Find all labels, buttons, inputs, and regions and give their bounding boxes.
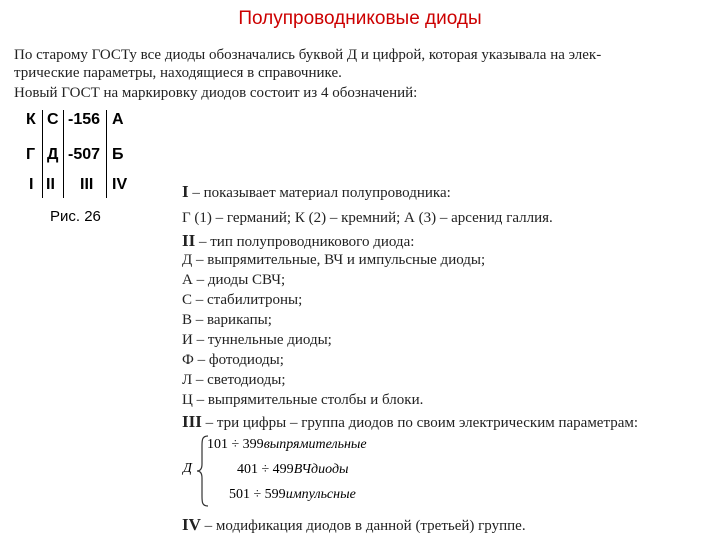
roman-2: II bbox=[182, 231, 196, 250]
mark-r1-c3: -156 bbox=[68, 111, 101, 128]
section-2-heading bbox=[182, 231, 414, 251]
mark-r2-c2: Д bbox=[47, 146, 59, 163]
intro-line-2: трические параметры, находящиеся в справочнике. bbox=[14, 65, 342, 81]
separator-line-1 bbox=[42, 110, 43, 198]
section-3-heading bbox=[182, 412, 638, 432]
section-3-text: – три цифры – группа диодов по своим электрическим параметрам: bbox=[201, 415, 639, 431]
mark-r3-c1: I bbox=[29, 176, 34, 193]
list-item: С – стабилитроны; bbox=[182, 292, 303, 308]
formula-row-1 bbox=[207, 437, 367, 453]
mark-r3-c4: IV bbox=[112, 176, 128, 193]
section-4-text: – модификация диодов в данной (третьей) группе. bbox=[200, 518, 526, 534]
list-item: Ц – выпрямительные столбы и блоки. bbox=[182, 392, 424, 408]
list-item: Ф – фотодиоды; bbox=[182, 352, 284, 368]
range-2-label: ВЧдиоды bbox=[293, 462, 349, 477]
mark-r2-c4: Б bbox=[112, 146, 124, 163]
range-1-label: выпрямительные bbox=[263, 437, 367, 452]
list-item: Л – светодиоды; bbox=[182, 372, 286, 388]
mark-r2-c1: Г bbox=[26, 146, 36, 163]
section-1-text: – показывает материал полупроводника: bbox=[188, 185, 451, 201]
list-item: И – туннельные диоды; bbox=[182, 332, 332, 348]
range-2: 401 ÷ 499 bbox=[237, 462, 294, 477]
mark-r1-c4: А bbox=[112, 111, 124, 128]
section-4-heading bbox=[182, 515, 526, 535]
list-item: Д – выпрямительные, ВЧ и импульсные диоды; bbox=[182, 252, 486, 268]
formula-row-2 bbox=[237, 462, 349, 478]
list-item: В – варикапы; bbox=[182, 312, 272, 328]
separator-line-3 bbox=[106, 110, 107, 198]
roman-4: IV bbox=[182, 515, 201, 534]
mark-r2-c3: -507 bbox=[68, 146, 101, 163]
roman-3: III bbox=[182, 412, 202, 431]
intro-line-1: По старому ГОСТу все диоды обозначались буквой Д и цифрой, которая указывала на элек- bbox=[14, 47, 602, 63]
roman-1: I bbox=[182, 182, 189, 201]
mark-r3-c3: III bbox=[80, 176, 94, 193]
range-3-label: импульсные bbox=[285, 487, 356, 502]
section-2-text: – тип полупроводникового диода: bbox=[195, 234, 415, 250]
section-1-heading bbox=[182, 182, 451, 202]
mark-r1-c1: К bbox=[26, 111, 36, 128]
range-3: 501 ÷ 599 bbox=[229, 487, 286, 502]
intro-line-3: Новый ГОСТ на маркировку диодов состоит из 4 обозначений: bbox=[14, 85, 418, 101]
list-item: А – диоды СВЧ; bbox=[182, 272, 286, 288]
formula-letter: Д bbox=[183, 461, 192, 476]
separator-line-2 bbox=[63, 110, 64, 198]
mark-r3-c2: II bbox=[46, 176, 55, 193]
section-1-detail: Г (1) – германий; К (2) – кремний; А (3) – арсенид галлия. bbox=[182, 210, 553, 226]
page-title: Полупроводниковые диоды bbox=[238, 8, 482, 29]
formula-row-3 bbox=[229, 487, 356, 503]
mark-r1-c2: С bbox=[47, 111, 59, 128]
range-1: 101 ÷ 399 bbox=[207, 437, 264, 452]
figure-caption: Рис. 26 bbox=[50, 208, 101, 225]
